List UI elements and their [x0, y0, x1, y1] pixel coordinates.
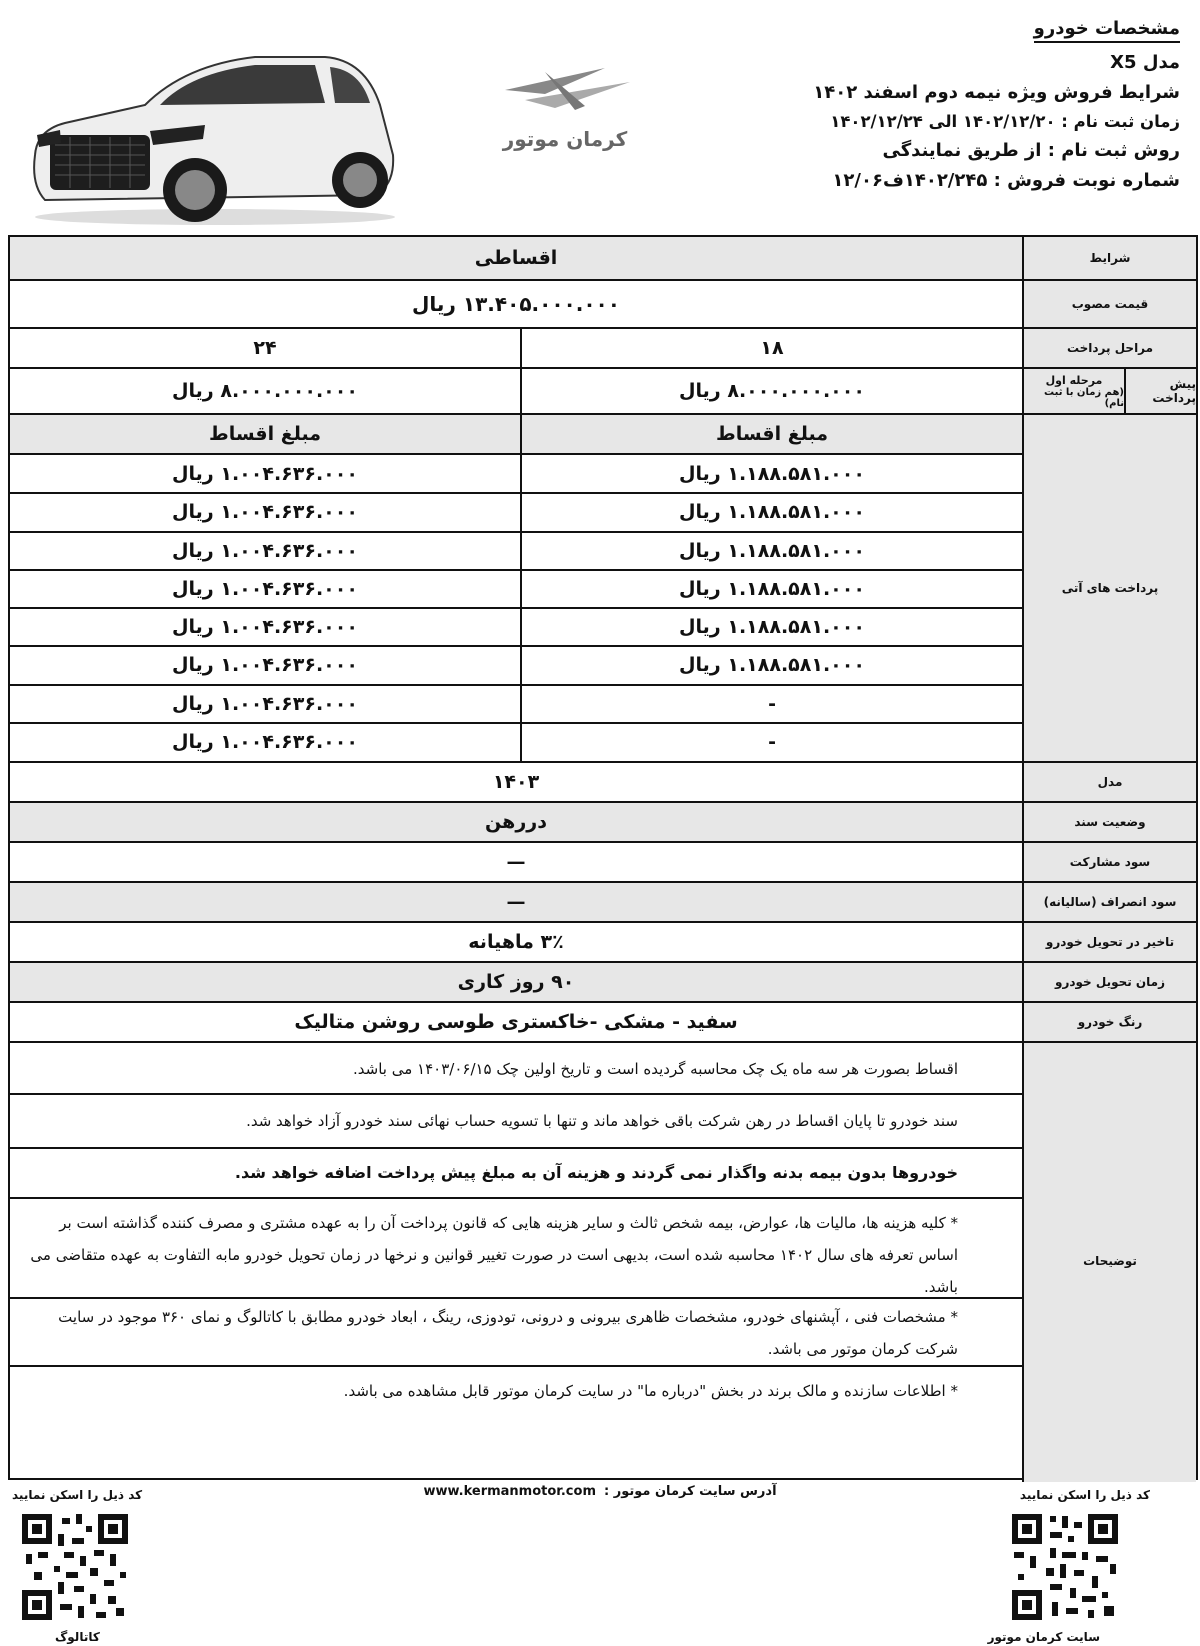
prepay-24: ۸.۰۰۰.۰۰۰.۰۰۰ ریال: [172, 380, 358, 402]
future-payments-label: پرداخت های آتی: [1061, 581, 1159, 595]
note-2: سند خودرو تا پایان اقساط در رهن شرکت باقی خواهد ماند و تنها با تسویه حساب نهائی سند خودرو آزاد خواهد شد.: [246, 1112, 958, 1130]
installment-18-cell: ۱.۱۸۸.۵۸۱.۰۰۰ ریال: [679, 654, 865, 677]
note-1: اقساط بصورت هر سه ماه یک چک محاسبه گردیده است و تاریخ اولین چک ۱۴۰۳/۰۶/۱۵ می باشد.: [353, 1060, 958, 1078]
model-line: مدل X5: [1110, 52, 1180, 73]
row-divider: [10, 1365, 1022, 1367]
color-label: رنگ خودرو: [1077, 1015, 1143, 1029]
footer: [0, 1480, 1200, 1646]
installment-18-cell: ۱.۱۸۸.۵۸۱.۰۰۰ ریال: [679, 577, 865, 600]
registration-time: زمان ثبت نام : ۱۴۰۲/۱۲/۲۰ الی ۱۴۰۲/۱۲/۲۴: [830, 112, 1180, 131]
delay-value: ۳٪ ماهیانه: [468, 931, 564, 953]
site-qr-code[interactable]: [1010, 1512, 1120, 1622]
stage-18: ۱۸: [760, 337, 784, 359]
approved-price: ۱۳.۴۰۵.۰۰۰.۰۰۰ ریال: [412, 292, 620, 316]
qr-left-caption: کاتالوگ: [55, 1630, 100, 1644]
site-label: آدرس سایت کرمان موتور :: [604, 1484, 777, 1499]
site-address: [400, 1484, 800, 1499]
installment-24-cell: ۱.۰۰۴.۶۳۶.۰۰۰ ریال: [172, 730, 358, 753]
installment-24-cell: ۱.۰۰۴.۶۳۶.۰۰۰ ریال: [172, 654, 358, 677]
row-divider: [10, 1297, 1022, 1299]
catalog-qr-code[interactable]: [20, 1512, 130, 1622]
qr-right-caption: سایت کرمان موتور: [987, 1630, 1100, 1644]
registration-method: روش ثبت نام : از طریق نمایندگی: [882, 140, 1180, 161]
note-5: * مشخصات فنی ، آپشنهای خودرو، مشخصات ظاهری بیرونی و درونی، تودوزی، رینگ ، ابعاد خودرو مطابق با کاتالوگ و نمای ۳۶۰ موجود در سایت شرکت کرمان موتور می باشد.: [58, 1308, 958, 1358]
spec-block: [620, 18, 1180, 191]
delivery-value: ۹۰ روز کاری: [10, 963, 1022, 1001]
installment-24-cell: ۱.۰۰۴.۶۳۶.۰۰۰ ریال: [172, 539, 358, 562]
installment-24-cell: ۱.۰۰۴.۶۳۶.۰۰۰ ریال: [172, 616, 358, 639]
note-4: * کلیه هزینه ها، مالیات ها، عوارض، بیمه شخص ثالث و سایر هزینه هایی که قانون پرداخت آن را به عهده مشتری و مصرف کننده گذاشته است بر اساس تعرفه های سال ۱۴۰۲ محاسبه شده است، بدیهی است در صورت تغییر قوانین و نرخها در زمان تحویل خودرو مابه التفاوت به عهده متقاضی می باشد.: [30, 1214, 958, 1296]
first-stage-cell: [1024, 369, 1124, 413]
installment-24-cell: ۱.۰۰۴.۶۳۶.۰۰۰ ریال: [172, 501, 358, 524]
installment-24-cell: ۱.۰۰۴.۶۳۶.۰۰۰ ریال: [172, 577, 358, 600]
stages-label: مراحل پرداخت: [1066, 341, 1154, 355]
model-label: مدل: [1097, 775, 1123, 789]
partner-value: —: [506, 851, 526, 873]
qr-code-icon: [1010, 1512, 1120, 1622]
sales-conditions-table: [8, 235, 1198, 1480]
conditions-value: اقساطی: [10, 237, 1022, 279]
logo-text: کرمان موتور: [502, 127, 628, 151]
doc-label: وضعیت سند: [1074, 815, 1146, 829]
column-divider: [520, 329, 522, 761]
cancel-value: —: [10, 883, 1022, 921]
cancel-label: سود انصراف (سالیانه): [1043, 895, 1177, 909]
installment-18-cell: ۱.۱۸۸.۵۸۱.۰۰۰ ریال: [679, 501, 865, 524]
suv-icon: [25, 35, 405, 230]
qr-code-icon: [20, 1512, 130, 1622]
sale-terms: شرایط فروش ویژه نیمه دوم اسفند ۱۴۰۲: [813, 82, 1180, 103]
partner-label: سود مشارکت: [1069, 855, 1151, 869]
cell-divider: [1124, 369, 1126, 413]
prepay-18: ۸.۰۰۰.۰۰۰.۰۰۰ ریال: [679, 380, 865, 402]
installment-24-cell: ۱.۰۰۴.۶۳۶.۰۰۰ ریال: [172, 692, 358, 715]
installment-24-cell: ۱.۰۰۴.۶۳۶.۰۰۰ ریال: [172, 463, 358, 486]
logo-mark-icon: [485, 60, 645, 160]
first-stage-label: مرحله اول: [1045, 373, 1103, 387]
prepay-label: پیش پرداخت: [1152, 377, 1196, 405]
delivery-label: زمان تحویل خودرو: [1054, 975, 1166, 989]
scan-right-text: کد ذیل را اسکن نمایید: [1019, 1488, 1150, 1502]
doc-value: دررهن: [10, 803, 1022, 841]
kerman-motor-logo: [485, 60, 645, 160]
model-value: ۱۴۰۳: [492, 771, 540, 793]
installment-18-cell: ۱.۱۸۸.۵۸۱.۰۰۰ ریال: [679, 463, 865, 486]
note-6: * اطلاعات سازنده و مالک برند در بخش "درباره ما" در سایت کرمان موتور قابل مشاهده می باشد.: [343, 1382, 958, 1400]
color-value: سفید - مشکی -خاکستری طوسی روشن متالیک: [294, 1011, 738, 1033]
site-url-link[interactable]: www.kermanmotor.com: [423, 1484, 596, 1499]
notes-label: توضیحات: [1083, 1253, 1137, 1268]
car-image: [25, 35, 405, 230]
conditions-label: شرایط: [1089, 251, 1131, 265]
first-stage-sub: (هم زمان با ثبت نام): [1044, 386, 1124, 409]
installment-18-cell: -: [768, 692, 776, 715]
stage-24: ۲۴: [253, 337, 277, 359]
note-3: خودروها بدون بیمه بدنه واگذار نمی گردند و هزینه آن به مبلغ پیش پرداخت اضافه خواهد شد.: [234, 1163, 958, 1182]
delay-label: تاخیر در تحویل خودرو: [1045, 935, 1175, 949]
row-divider: [10, 1197, 1022, 1199]
spec-title: مشخصات خودرو: [1034, 18, 1180, 43]
price-label: قیمت مصوب: [1071, 297, 1149, 311]
sale-number: شماره نوبت فروش : ۱۴۰۲/۲۴۵ف۱۲/۰۶: [832, 170, 1180, 191]
installment-18-cell: ۱.۱۸۸.۵۸۱.۰۰۰ ریال: [679, 539, 865, 562]
inst-header-24: مبلغ اقساط: [10, 415, 520, 453]
installment-18-cell: -: [768, 730, 776, 753]
scan-left-text: کد ذیل را اسکن نمایید: [12, 1488, 143, 1502]
inst-header-18: مبلغ اقساط: [522, 415, 1022, 453]
installment-18-cell: ۱.۱۸۸.۵۸۱.۰۰۰ ریال: [679, 616, 865, 639]
header: [0, 0, 1200, 235]
row-divider: [10, 1041, 1196, 1043]
